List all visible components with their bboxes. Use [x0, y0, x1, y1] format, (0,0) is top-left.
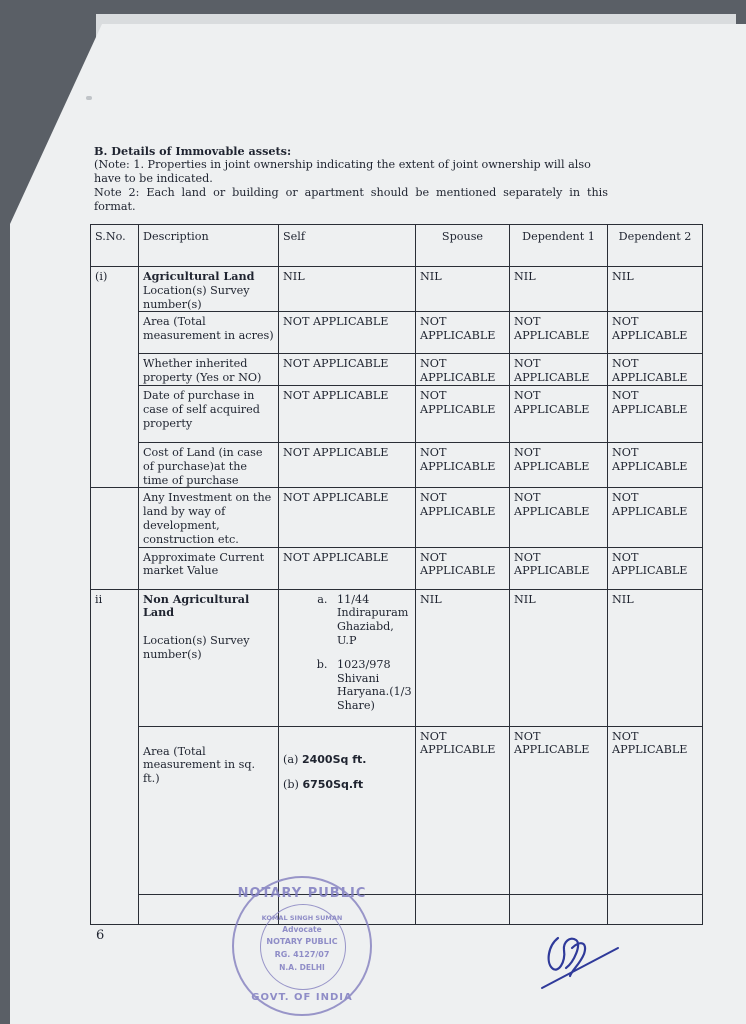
stamp-outer-bottom: GOVT. OF INDIA	[251, 992, 353, 1003]
table-row	[91, 547, 703, 589]
dependent-1-cell: NOT APPLICABLE	[510, 385, 608, 442]
description-cell: Any Investment on the land by way of development, construction etc.	[139, 488, 279, 547]
dependent-2-cell: NOT APPLICABLE	[608, 726, 703, 894]
sno-cell: ii	[91, 589, 139, 924]
description-cell: Area (Total measurement in sq. ft.)	[139, 726, 279, 894]
dependent-1-cell: NOT APPLICABLE	[510, 488, 608, 547]
self-location-list	[283, 593, 411, 713]
table-row	[91, 442, 703, 487]
description-cell: Cost of Land (in case of purchase)at the time of purchase	[139, 442, 279, 487]
spouse-cell: NOT APPLICABLE	[416, 547, 510, 589]
dependent-2-cell: NOT APPLICABLE	[608, 354, 703, 386]
signature	[536, 918, 626, 998]
self-cell: NOT APPLICABLE	[279, 385, 416, 442]
dependent-2-cell: NIL	[608, 267, 703, 312]
spouse-cell: NIL	[416, 589, 510, 726]
immovable-assets-table	[90, 224, 703, 925]
dependent-2-cell: NOT APPLICABLE	[608, 547, 703, 589]
col-spouse: Spouse	[416, 225, 510, 267]
list-item: b. 1023/978 Shivani Haryana.(1/3 Share)	[331, 658, 416, 713]
nonagri-title: Non Agricultural Land	[143, 591, 250, 620]
self-cell: NIL	[279, 267, 416, 312]
spouse-cell: NOT APPLICABLE	[416, 312, 510, 354]
dependent-1-cell: NOT APPLICABLE	[510, 312, 608, 354]
dependent-2-cell: NOT APPLICABLE	[608, 442, 703, 487]
description-cell: Area (Total measurement in acres)	[139, 312, 279, 354]
paper-mark	[86, 96, 92, 100]
table-row	[91, 589, 703, 726]
spouse-cell: NOT APPLICABLE	[416, 385, 510, 442]
description-cell	[139, 589, 279, 726]
self-cell: NOT APPLICABLE	[279, 442, 416, 487]
stamp-advocate: Advocate	[282, 925, 322, 934]
empty-cell	[416, 894, 510, 924]
spouse-cell: NOT APPLICABLE	[416, 354, 510, 386]
nonagri-subtitle: Location(s) Survey number(s)	[143, 634, 250, 661]
dependent-1-cell: NOT APPLICABLE	[510, 354, 608, 386]
agri-title: Agricultural Land	[143, 269, 255, 283]
spouse-cell: NOT APPLICABLE	[416, 726, 510, 894]
section-header	[94, 144, 608, 214]
dependent-2-cell: NOT APPLICABLE	[608, 488, 703, 547]
dependent-1-cell: NIL	[510, 589, 608, 726]
spouse-cell: NOT APPLICABLE	[416, 442, 510, 487]
area-a-value: 2400Sq ft.	[301, 752, 367, 766]
col-dependent-2: Dependent 2	[608, 225, 703, 267]
stamp-outer-top: NOTARY PUBLIC	[237, 886, 367, 901]
self-cell: NOT APPLICABLE	[279, 312, 416, 354]
dependent-1-cell: NOT APPLICABLE	[510, 442, 608, 487]
area-b-value: 6750Sq.ft	[302, 778, 364, 792]
description-cell	[139, 267, 279, 312]
table-row	[91, 267, 703, 312]
notary-stamp	[232, 876, 372, 1016]
description-cell: Whether inherited property (Yes or NO)	[139, 354, 279, 386]
area-a	[283, 753, 411, 767]
area-b-prefix: (b)	[283, 778, 299, 792]
dependent-2-cell: NIL	[608, 589, 703, 726]
description-cell: Approximate Current market Value	[139, 547, 279, 589]
col-dependent-1: Dependent 1	[510, 225, 608, 267]
stamp-name: KOMAL SINGH SUMAN	[261, 914, 343, 922]
dependent-1-cell: NOT APPLICABLE	[510, 726, 608, 894]
spouse-cell: NIL	[416, 267, 510, 312]
col-description: Description	[139, 225, 279, 267]
self-locations-cell	[279, 589, 416, 726]
stamp-notary: NOTARY PUBLIC	[266, 937, 338, 946]
table-header-row	[91, 225, 703, 267]
section-title: B. Details of Immovable assets:	[94, 144, 292, 158]
self-cell: NOT APPLICABLE	[279, 488, 416, 547]
dependent-2-cell: NOT APPLICABLE	[608, 312, 703, 354]
col-sno: S.No.	[91, 225, 139, 267]
table-row	[91, 312, 703, 354]
self-area-cell	[279, 726, 416, 894]
table-row	[91, 726, 703, 894]
sno-empty-cell	[91, 488, 139, 589]
dependent-1-cell: NOT APPLICABLE	[510, 547, 608, 589]
area-a-prefix: (a)	[283, 752, 299, 766]
area-b	[283, 778, 411, 792]
list-item: a. 11/44 Indirapuram Ghaziabd, U.P	[331, 593, 411, 648]
dependent-1-cell: NIL	[510, 267, 608, 312]
self-cell: NOT APPLICABLE	[279, 547, 416, 589]
stamp-reg: RG. 4127/07	[274, 950, 330, 959]
page-number: 6	[96, 928, 105, 943]
dependent-2-cell: NOT APPLICABLE	[608, 385, 703, 442]
note-1: (Note: 1. Properties in joint ownership indicating the extent of joint ownership will also have to be indicated.	[94, 158, 591, 185]
description-cell: Date of purchase in case of self acquired property	[139, 385, 279, 442]
note-2: Note 2: Each land or building or apartment should be mentioned separately in this format.	[94, 186, 608, 213]
spouse-cell: NOT APPLICABLE	[416, 488, 510, 547]
table-row	[91, 385, 703, 442]
stamp-city: N.A. DELHI	[279, 963, 325, 972]
sno-cell: (i)	[91, 267, 139, 488]
table-row	[91, 354, 703, 386]
table-row	[91, 488, 703, 547]
agri-subtitle: Location(s) Survey number(s)	[143, 283, 250, 311]
self-cell: NOT APPLICABLE	[279, 354, 416, 386]
col-self: Self	[279, 225, 416, 267]
